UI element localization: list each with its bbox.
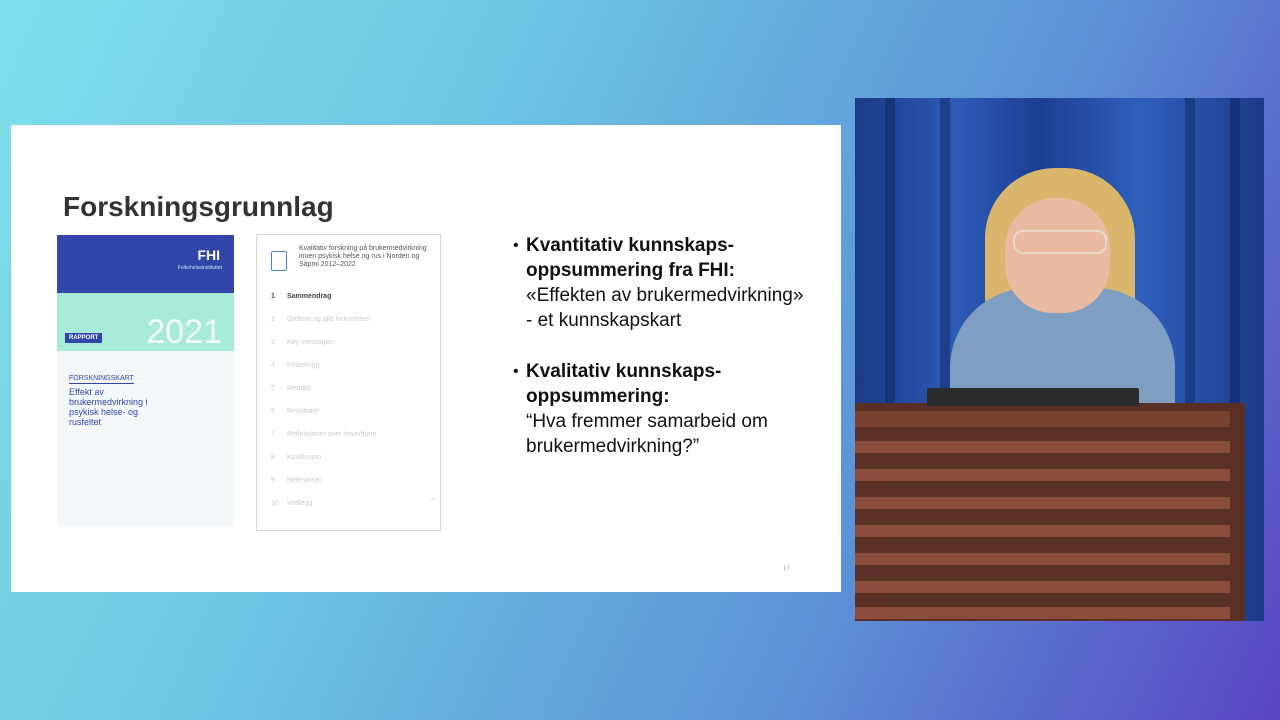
podium-slat <box>855 497 1230 509</box>
document-icon <box>271 251 287 271</box>
slide-page-number: 17 <box>783 566 790 572</box>
cover-badge: RAPPORT <box>65 333 102 343</box>
toc-item: 7 Refleksjoner over hovedfunn <box>271 431 377 438</box>
podium-slat <box>855 607 1230 619</box>
toc-item: 5 Metode <box>271 385 311 392</box>
podium <box>855 403 1245 621</box>
toc-item: 2 Ordliste og alle forkortelser <box>271 316 371 323</box>
slide-title: Forskningsgrunnlag <box>63 191 334 222</box>
bullet-body: «Effekten av brukermedvirkning» - et kunnskapskart <box>526 285 804 331</box>
toc-item: 1 Sammendrag <box>271 293 332 300</box>
curtain-fold <box>1185 98 1195 428</box>
podium-slat <box>855 469 1230 481</box>
speaker-face <box>1005 198 1110 313</box>
toc-item: 8 Konklusjon <box>271 454 322 461</box>
podium-slat <box>855 441 1230 453</box>
toc-item: 9 Referanser <box>271 477 322 484</box>
curtain-fold <box>940 98 950 428</box>
bullet-heading: • Kvalitativ kunnskaps-oppsummering: <box>526 361 722 407</box>
podium-slat <box>855 553 1230 565</box>
bullet-item <box>513 359 813 459</box>
cover-year: 2021 <box>146 313 222 351</box>
bullet-item <box>513 233 813 333</box>
laptop <box>927 388 1139 406</box>
fhi-logo-subtitle: Folkehelseinstituttet <box>177 265 222 271</box>
curtain-fold <box>885 98 895 428</box>
toc-heading: Kvalitativ forskning på brukermedvirkning innen psykisk helse og rus i Norden og Sápmi 2012–2022 <box>299 245 427 268</box>
speaker-glasses <box>1013 230 1107 254</box>
cover-header-band <box>57 235 234 293</box>
bullet-heading: • Kvantitativ kunnskaps-oppsummering fra FHI: <box>526 235 736 281</box>
curtain-fold <box>1230 98 1240 428</box>
report-cover-thumbnail <box>57 235 234 527</box>
table-of-contents-thumbnail <box>256 234 441 531</box>
speaker-video-feed <box>855 98 1264 621</box>
presentation-slide <box>11 125 841 592</box>
slide-bullets <box>513 233 813 485</box>
cover-report-title: Effekt av brukermedvirkning i psykisk helse- og rusfeltet <box>69 387 148 427</box>
podium-slat <box>855 581 1230 593</box>
toc-item: 10 Vedlegg ⌃ <box>271 497 436 507</box>
toc-list <box>271 293 436 523</box>
toc-item: 6 Resultater <box>271 408 319 415</box>
chevron-up-icon: ⌃ <box>429 497 436 506</box>
toc-item: 3 Key messages <box>271 339 333 346</box>
cover-kicker: FORSKNINGSKART <box>69 375 134 382</box>
bullet-body: “Hva fremmer samarbeid om brukermedvirkning?” <box>526 411 768 457</box>
podium-slat <box>855 525 1230 537</box>
cover-year-band <box>57 293 234 351</box>
toc-item: 4 Innledning <box>271 362 320 369</box>
fhi-logo: FHI <box>197 247 220 263</box>
podium-slat <box>855 411 1230 427</box>
